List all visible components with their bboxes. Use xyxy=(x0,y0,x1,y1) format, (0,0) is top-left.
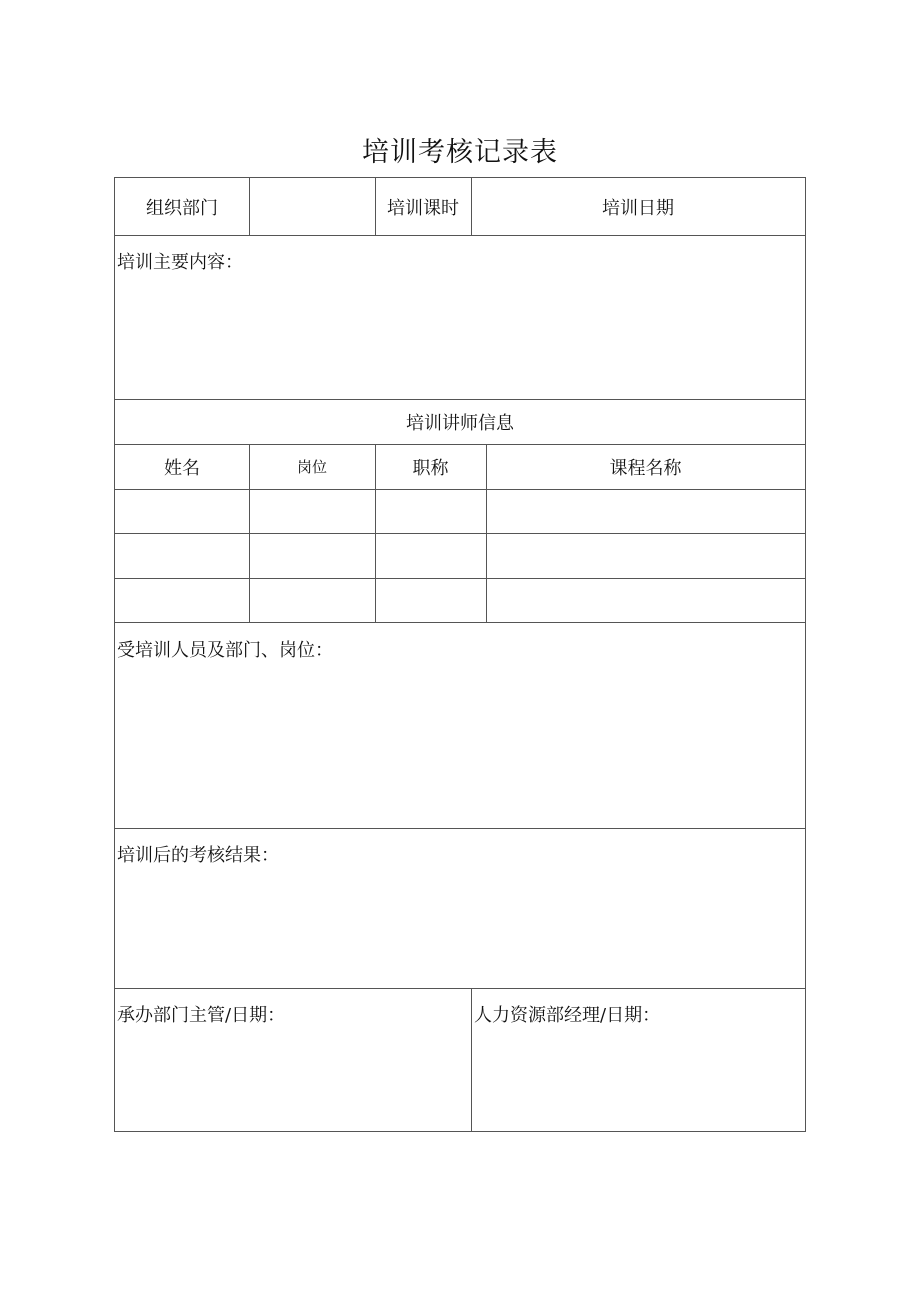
page-title: 培训考核记录表 xyxy=(362,137,558,168)
content-label: 培训主要内容： xyxy=(117,252,243,273)
row-divider xyxy=(115,622,805,623)
dept-field[interactable] xyxy=(249,178,375,235)
column-header-course: 课程名称 xyxy=(609,457,682,479)
table-cell[interactable] xyxy=(375,533,486,578)
row-divider xyxy=(115,235,805,236)
dept-label: 组织部门 xyxy=(146,197,218,219)
date-label: 培训日期 xyxy=(602,197,674,219)
instructor-section-heading: 培训讲师信息 xyxy=(406,412,514,434)
column-header-name: 姓名 xyxy=(164,457,200,479)
table-cell[interactable] xyxy=(375,489,486,533)
training-assessment-form xyxy=(114,177,806,1132)
trainees-label: 受培训人员及部门、岗位： xyxy=(117,640,333,661)
table-cell[interactable] xyxy=(249,489,375,533)
result-label: 培训后的考核结果： xyxy=(117,845,279,866)
table-cell[interactable] xyxy=(115,533,249,578)
table-cell[interactable] xyxy=(486,533,805,578)
hours-label: 培训课时 xyxy=(387,197,459,219)
table-cell[interactable] xyxy=(115,578,249,622)
table-cell[interactable] xyxy=(486,489,805,533)
row-divider xyxy=(115,828,805,829)
dept-manager-signature-label: 承办部门主管/日期： xyxy=(117,1005,286,1026)
table-cell[interactable] xyxy=(486,578,805,622)
table-cell[interactable] xyxy=(249,533,375,578)
hr-manager-signature-label: 人力资源部经理/日期： xyxy=(474,1005,661,1026)
table-cell[interactable] xyxy=(249,578,375,622)
table-cell[interactable] xyxy=(375,578,486,622)
column-header-position: 岗位 xyxy=(296,458,327,476)
row-divider xyxy=(115,988,805,989)
column-header-title: 职称 xyxy=(412,457,449,479)
table-cell[interactable] xyxy=(115,489,249,533)
